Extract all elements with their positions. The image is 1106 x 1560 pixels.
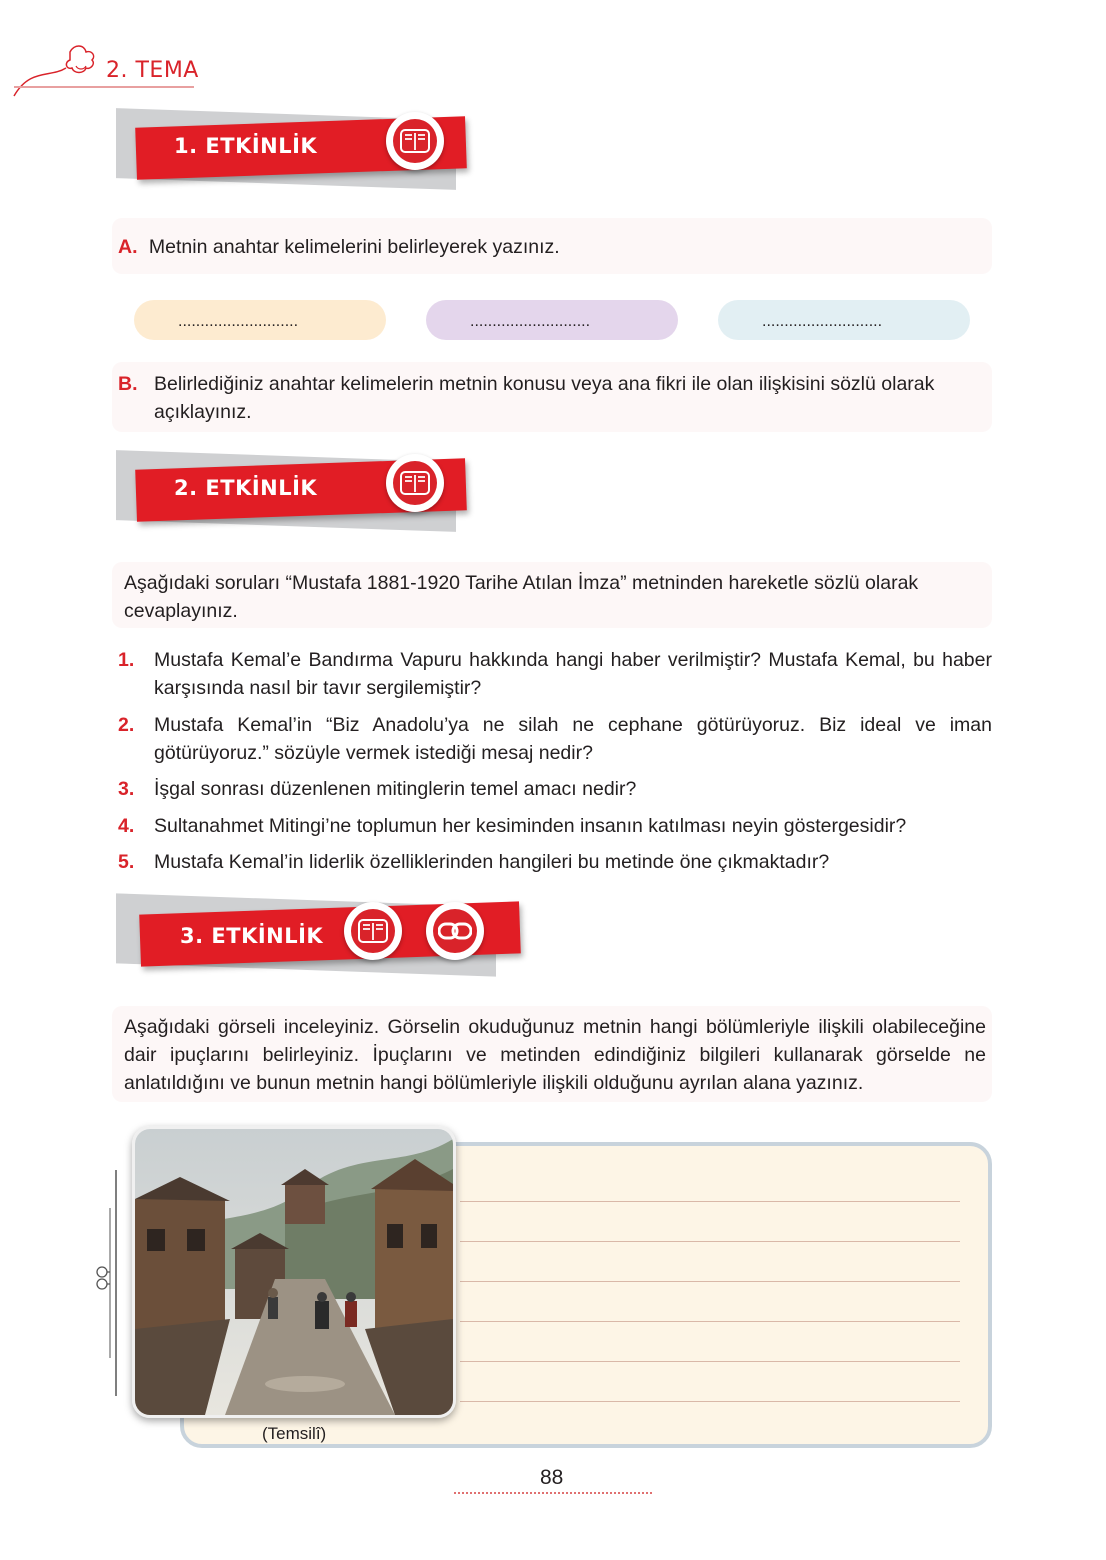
question-number: 1. <box>118 649 135 671</box>
footer-ornament <box>454 1492 652 1498</box>
activity1-title: 1. ETKİNLİK <box>174 134 318 158</box>
writing-line <box>460 1321 960 1322</box>
image-caption: (Temsilî) <box>262 1424 327 1443</box>
book-icon <box>386 454 444 512</box>
writing-line <box>460 1401 960 1402</box>
activity2-banner <box>112 450 492 532</box>
question-2 <box>118 711 992 767</box>
question-text: Mustafa Kemal’e Bandırma Vapuru hakkında hangi haber verilmiştir? Mustafa Kemal, bu haber karşısında nasıl bir tavır sergilemiştir? <box>154 649 992 699</box>
question-number: 5. <box>118 851 135 873</box>
page-number: 88 <box>540 1466 564 1489</box>
question-text: Mustafa Kemal’in “Biz Anadolu’ya ne silah ne cephane götürüyoruz. Biz ideal ve iman götürüyoruz.” sözüyle vermek istediği mesaj nedir? <box>154 714 992 764</box>
question-number: 3. <box>118 778 135 800</box>
question-text: Sultanahmet Mitingi’ne toplumun her kesiminden insanın katılması neyin göstergesidir? <box>154 815 907 837</box>
activity1-banner <box>112 108 492 190</box>
book-icon <box>344 902 402 960</box>
activity1-b-text: Belirlediğiniz anahtar kelimelerin metnin konusu veya ana fikri ile olan ilişkisini sözlü olarak açıklayınız. <box>154 373 935 423</box>
question-5 <box>118 848 992 876</box>
activity3-intro: Aşağıdaki görseli inceleyiniz. Görselin okuduğunuz metnin hangi bölümleriyle ilişkili olabileceğine dair ipuçlarını belirleyiniz. İpuçlarını ve metinden edindiğiniz bilgileri kullanarak görselde ne anlatıldığını ve bunun metnin hangi bölümleriyle ilişkili olduğunu ayrılan alana yazınız. <box>124 1016 986 1094</box>
swirl-ornament-icon <box>92 1168 122 1398</box>
chain-link-icon <box>426 902 484 960</box>
activity1-a-letter: A. <box>118 236 138 258</box>
activity3-banner <box>112 894 542 976</box>
theme-title: 2. TEMA <box>106 58 199 83</box>
writing-line <box>460 1201 960 1202</box>
activity2-title: 2. ETKİNLİK <box>174 476 318 500</box>
writing-line <box>460 1281 960 1282</box>
writing-line <box>460 1361 960 1362</box>
activity1-b-letter: B. <box>118 373 138 395</box>
question-4 <box>118 812 992 840</box>
book-icon <box>386 112 444 170</box>
keyword-field-3[interactable]: ........................... <box>718 300 970 340</box>
question-text: İşgal sonrası düzenlenen mitinglerin temel amacı nedir? <box>154 778 637 800</box>
question-text: Mustafa Kemal’in liderlik özelliklerinden hangileri bu metinde öne çıkmaktadır? <box>154 851 830 873</box>
puzzle-icon <box>10 38 110 100</box>
question-number: 4. <box>118 815 135 837</box>
question-1 <box>118 646 992 702</box>
activity1-a-text: Metnin anahtar kelimelerini belirleyerek yazınız. <box>148 236 560 258</box>
activity3-title: 3. ETKİNLİK <box>180 924 324 948</box>
activity1-a <box>118 233 560 261</box>
keyword-field-1[interactable]: ........................... <box>134 300 386 340</box>
writing-line <box>460 1241 960 1242</box>
keyword-field-2[interactable]: ........................... <box>426 300 678 340</box>
activity1-b <box>118 370 986 426</box>
question-number: 2. <box>118 714 135 736</box>
activity2-intro: Aşağıdaki soruları “Mustafa 1881-1920 Tarihe Atılan İmza” metninden hareketle sözlü olarak cevaplayınız. <box>124 572 919 622</box>
header-divider <box>14 86 194 88</box>
village-illustration <box>132 1126 456 1418</box>
question-3 <box>118 775 992 803</box>
